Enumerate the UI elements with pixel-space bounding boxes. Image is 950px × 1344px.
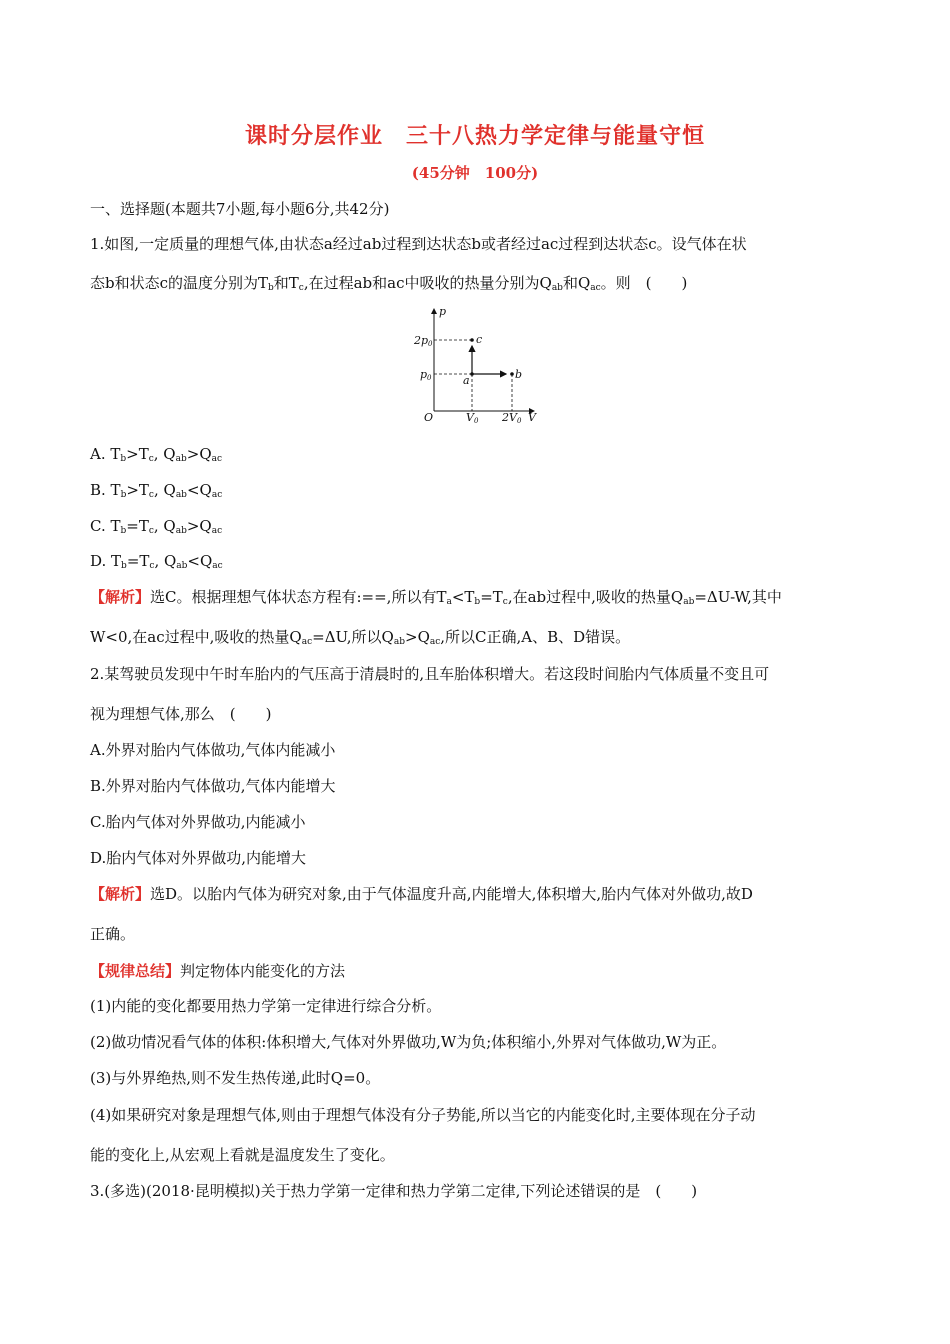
analysis-tag: 【解析】 [90, 885, 151, 903]
q1-stem-line2: 态b和状态c的温度分别为$T_b$和$T_c$,在过程ab和ac中吸收的热量分别为$Q_{ab}$和$Q_{ac}$。则 ( ) [90, 274, 688, 293]
q2-analysis-line2: 正确。 [90, 925, 136, 943]
q2-option-b: B.外界对胎内气体做功,气体内能增大 [90, 777, 336, 795]
q2-stem-line1: 2.某驾驶员发现中午时车胎内的气压高于清晨时的,且车胎体积增大。若这段时间胎内气体质量不变且可 [90, 665, 770, 683]
q1-option-c: C. $T_b=T_c$, $Q_{ab}>Q_{ac}$ [90, 517, 223, 536]
q1-option-a: A. $T_b>T_c$, $Q_{ab}>Q_{ac}$ [90, 445, 223, 464]
summary-point-2: (2)做功情况看气体的体积:体积增大,气体对外界做功,W为负;体积缩小,外界对气体做功,W为正。 [90, 1033, 727, 1051]
q2-option-c: C.胎内气体对外界做功,内能减小 [90, 813, 306, 831]
q3-stem-line1: 3.(多选)(2018·昆明模拟)关于热力学第一定律和热力学第二定律,下列论述错误的是 ( ) [90, 1182, 698, 1200]
point-c [470, 338, 474, 342]
q2-option-d: D.胎内气体对外界做功,内能增大 [90, 849, 307, 867]
summary-point-1: (1)内能的变化都要用热力学第一定律进行综合分析。 [90, 997, 442, 1015]
q1-option-b: B. $T_b>T_c$, $Q_{ab}<Q_{ac}$ [90, 481, 223, 500]
q2-stem-line2: 视为理想气体,那么 ( ) [90, 705, 272, 723]
summary-point-4-line1: (4)如果研究对象是理想气体,则由于理想气体没有分子势能,所以当它的内能变化时,主要体现在分子动 [90, 1106, 756, 1124]
summary-tag: 【规律总结】 [90, 962, 181, 980]
label-b: b [515, 368, 523, 381]
analysis-tag: 【解析】 [90, 588, 151, 606]
tick-V0: V0 [466, 411, 479, 425]
summary-point-3: (3)与外界绝热,则不发生热传递,此时Q=0。 [90, 1069, 381, 1087]
page-subtitle: (45分钟 100分) [411, 164, 539, 182]
p-v-diagram [412, 303, 542, 425]
label-c: c [476, 333, 483, 346]
q1-analysis-line2: W<0,在ac过程中,吸收的热量$Q_{ac}=\Delta U$,所以$Q_{ab}>Q_{ac}$,所以C正确,A、B、D错误。 [90, 628, 631, 647]
x-axis-label: V [528, 411, 536, 424]
q1-stem-line1: 1.如图,一定质量的理想气体,由状态a经过ab过程到达状态b或者经过ac过程到达状态c。设气体在状 [90, 235, 747, 253]
q1-option-d: D. $T_b=T_c$, $Q_{ab}<Q_{ac}$ [90, 552, 223, 571]
tick-2V0: 2V0 [502, 411, 522, 425]
page-title: 课时分层作业 三十八热力学定律与能量守恒 [244, 123, 705, 149]
origin-label: O [424, 411, 434, 424]
summary-point-4-line2: 能的变化上,从宏观上看就是温度发生了变化。 [90, 1146, 395, 1164]
q2-analysis-line1: 【解析】选D。以胎内气体为研究对象,由于气体温度升高,内能增大,体积增大,胎内气体对外做功,故D [90, 885, 753, 903]
q2-option-a: A.外界对胎内气体做功,气体内能减小 [90, 741, 336, 759]
summary-heading: 【规律总结】判定物体内能变化的方法 [90, 962, 346, 980]
point-a [470, 372, 474, 376]
section-heading: 一、选择题(本题共7小题,每小题6分,共42分) [90, 200, 390, 218]
label-a: a [463, 374, 470, 387]
tick-2p0: 2p0 [414, 334, 433, 348]
q1-analysis-line1: 【解析】选C。根据理想气体状态方程有:==,所以有$T_a<T_b=T_c$,在ab过程中,吸收的热量$Q_{ab}=\Delta U-W$,其中 [90, 588, 782, 607]
point-b [510, 372, 514, 376]
tick-p0: p0 [420, 368, 432, 382]
y-axis-label: p [439, 305, 447, 318]
